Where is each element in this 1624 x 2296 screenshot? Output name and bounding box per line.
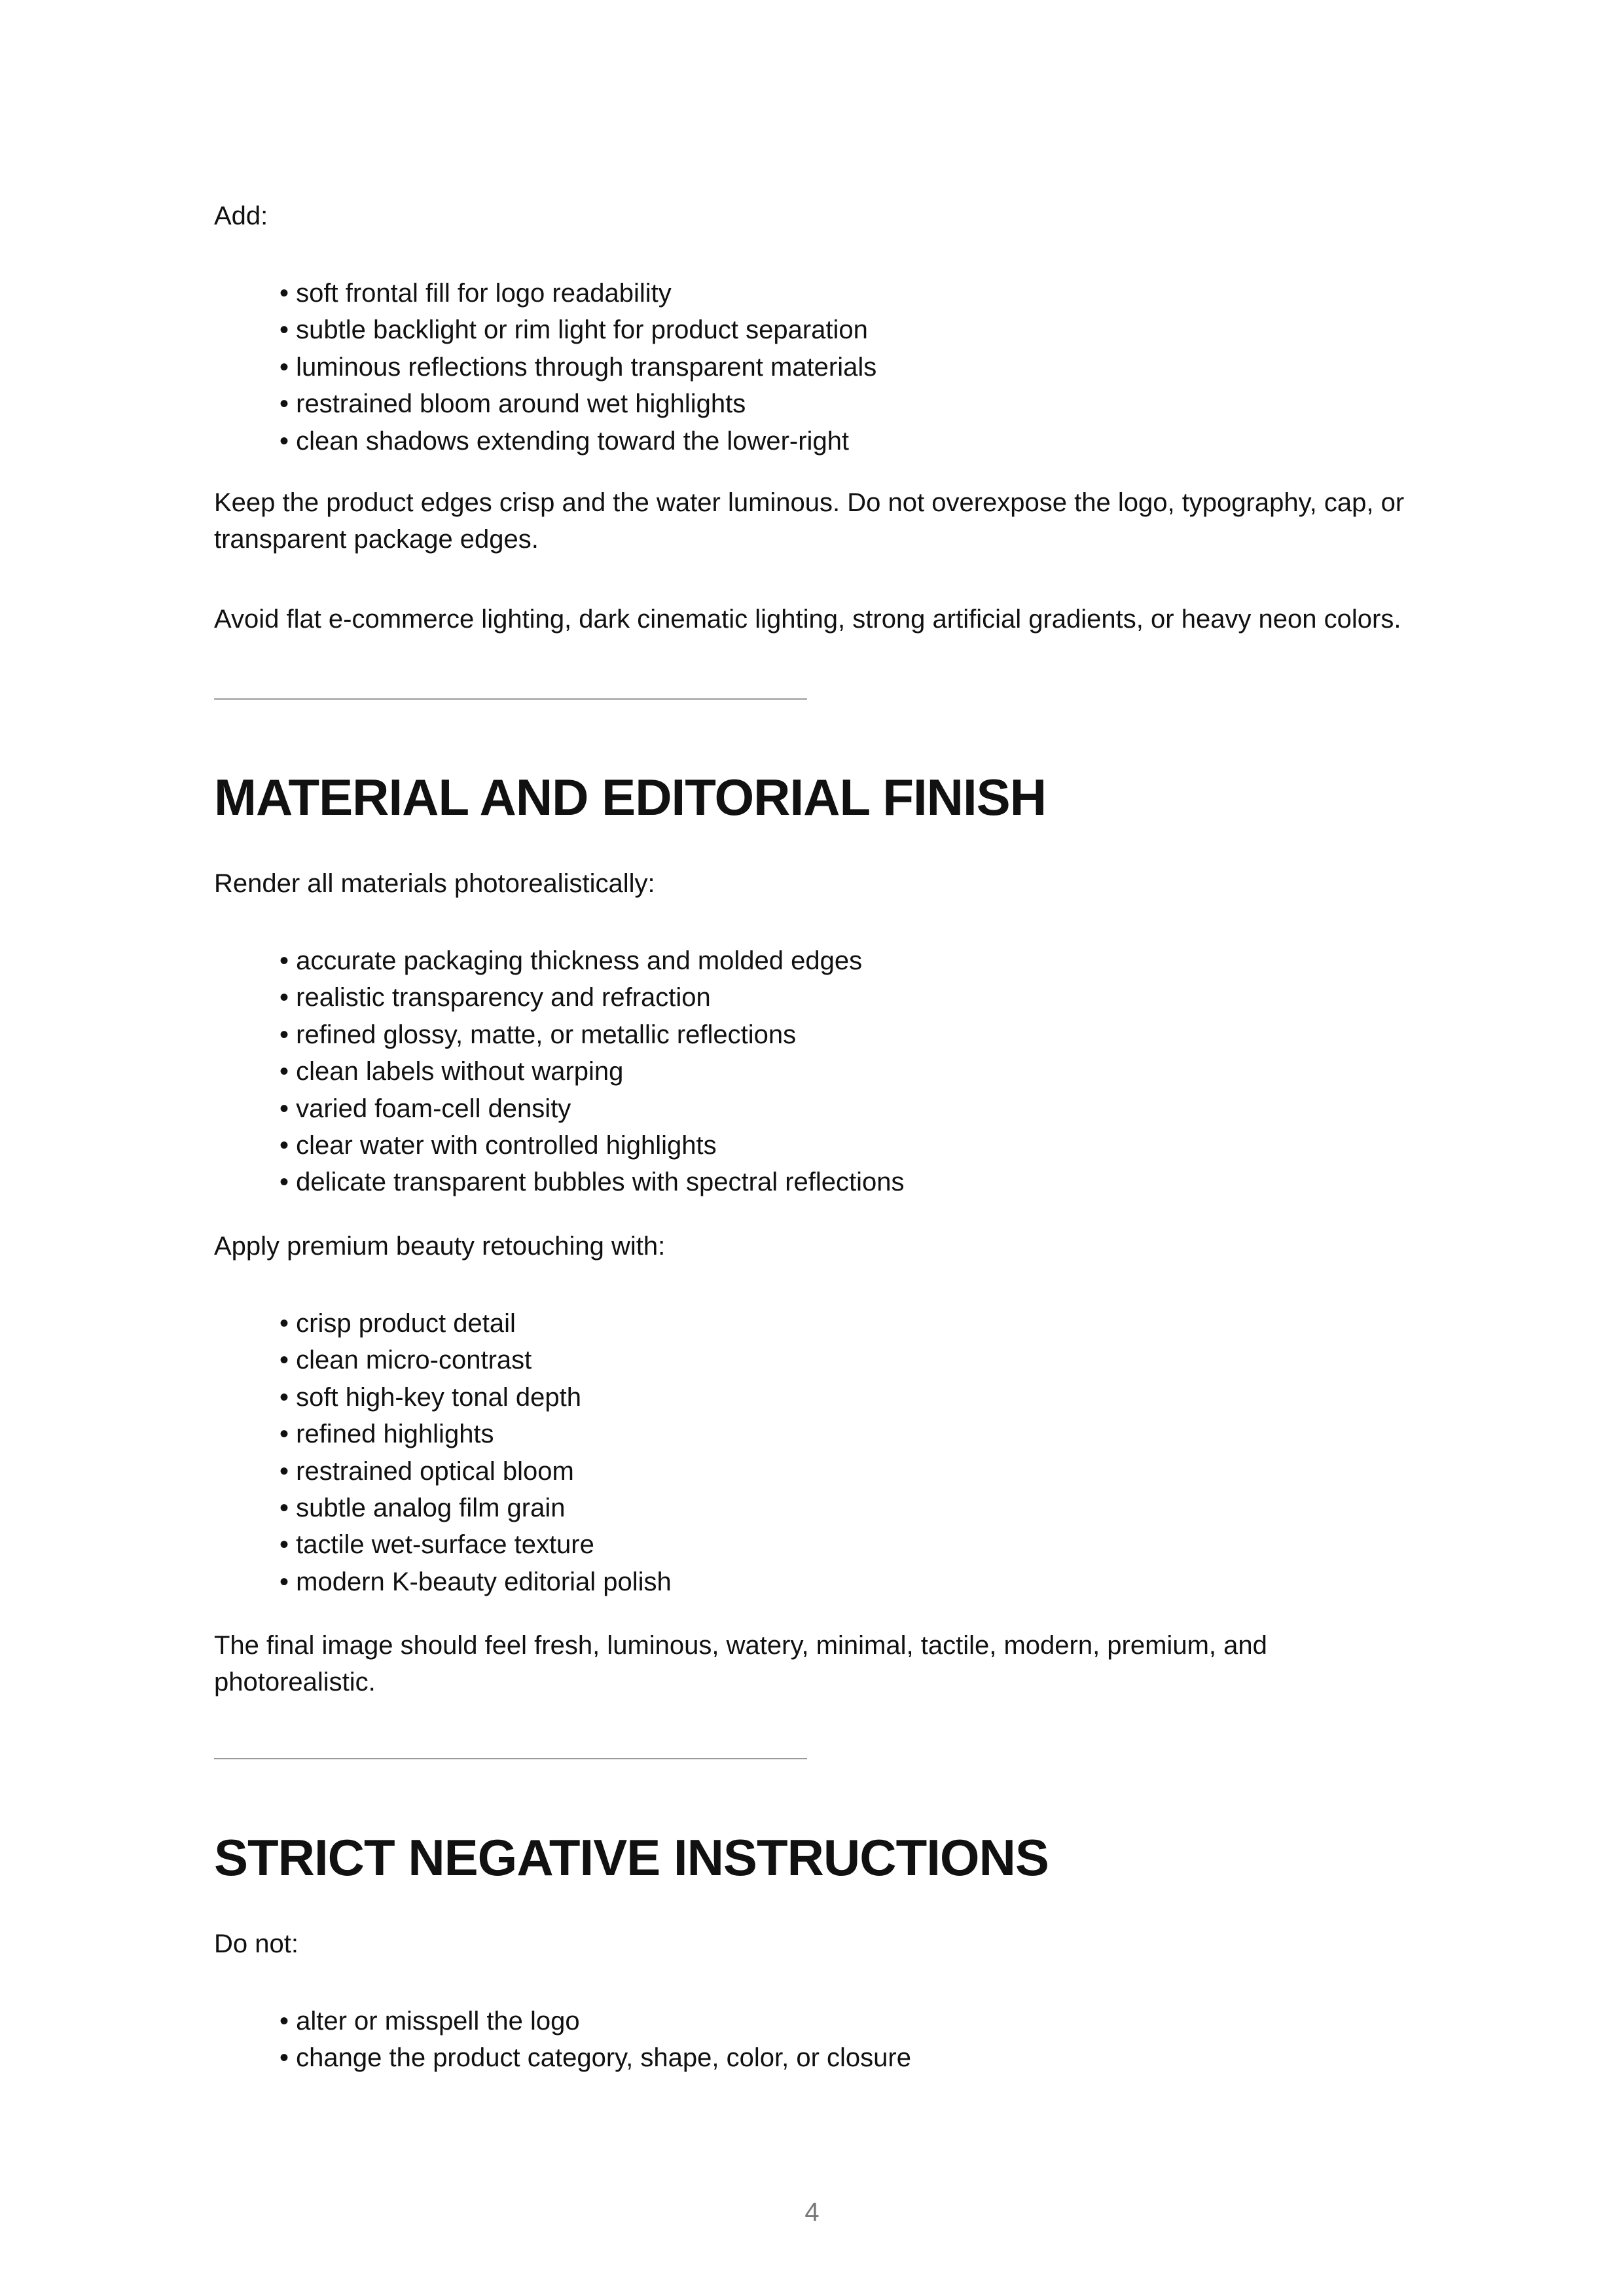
list-item: • luminous reflections through transparent materials (280, 349, 876, 386)
retouching-intro: Apply premium beauty retouching with: (214, 1232, 666, 1261)
document-page (214, 0, 1445, 2296)
section-divider (214, 698, 807, 700)
list-item: • tactile wet-surface texture (280, 1526, 672, 1563)
list-item: • subtle analog film grain (280, 1490, 672, 1526)
material-bullet-list (280, 942, 905, 1201)
list-item: • crisp product detail (280, 1305, 672, 1342)
list-item: • refined highlights (280, 1416, 672, 1452)
list-item: • restrained optical bloom (280, 1453, 672, 1490)
list-item: • soft frontal fill for logo readability (280, 275, 876, 312)
list-item: • subtle backlight or rim light for product separation (280, 312, 876, 348)
lighting-paragraph: Keep the product edges crisp and the water luminous. Do not overexpose the logo, typography, cap, or transparent package edges. (214, 488, 1405, 554)
lighting-avoid-paragraph: Avoid flat e-commerce lighting, dark cinematic lighting, strong artificial gradients, or heavy neon colors. (214, 605, 1401, 634)
retouching-bullet-list (280, 1305, 672, 1600)
list-item: • clean labels without warping (280, 1053, 905, 1090)
list-item: • clear water with controlled highlights (280, 1127, 905, 1164)
list-item: • modern K-beauty editorial polish (280, 1564, 672, 1600)
list-item: • alter or misspell the logo (280, 2003, 911, 2039)
material-closing-paragraph: The final image should feel fresh, luminous, watery, minimal, tactile, modern, premium, and photorealistic. (214, 1631, 1267, 1696)
list-item: • refined glossy, matte, or metallic reflections (280, 1016, 905, 1053)
list-item: • restrained bloom around wet highlights (280, 386, 876, 422)
list-item: • realistic transparency and refraction (280, 979, 905, 1016)
negative-bullet-list (280, 2003, 911, 2077)
list-item: • change the product category, shape, color, or closure (280, 2039, 911, 2076)
page-number: 4 (804, 2198, 820, 2227)
lighting-intro: Add: (214, 202, 268, 230)
list-item: • clean shadows extending toward the lower-right (280, 423, 876, 459)
negative-intro: Do not: (214, 1929, 298, 1958)
list-item: • accurate packaging thickness and molded edges (280, 942, 905, 979)
section-heading-negative: STRICT NEGATIVE INSTRUCTIONS (214, 1829, 1049, 1886)
section-heading-material: MATERIAL AND EDITORIAL FINISH (214, 768, 1047, 826)
section-divider (214, 1758, 807, 1759)
list-item: • delicate transparent bubbles with spectral reflections (280, 1164, 905, 1200)
list-item: • varied foam-cell density (280, 1090, 905, 1127)
list-item: • clean micro-contrast (280, 1342, 672, 1378)
list-item: • soft high-key tonal depth (280, 1379, 672, 1416)
material-intro: Render all materials photorealistically: (214, 869, 655, 898)
lighting-bullet-list (280, 275, 876, 459)
